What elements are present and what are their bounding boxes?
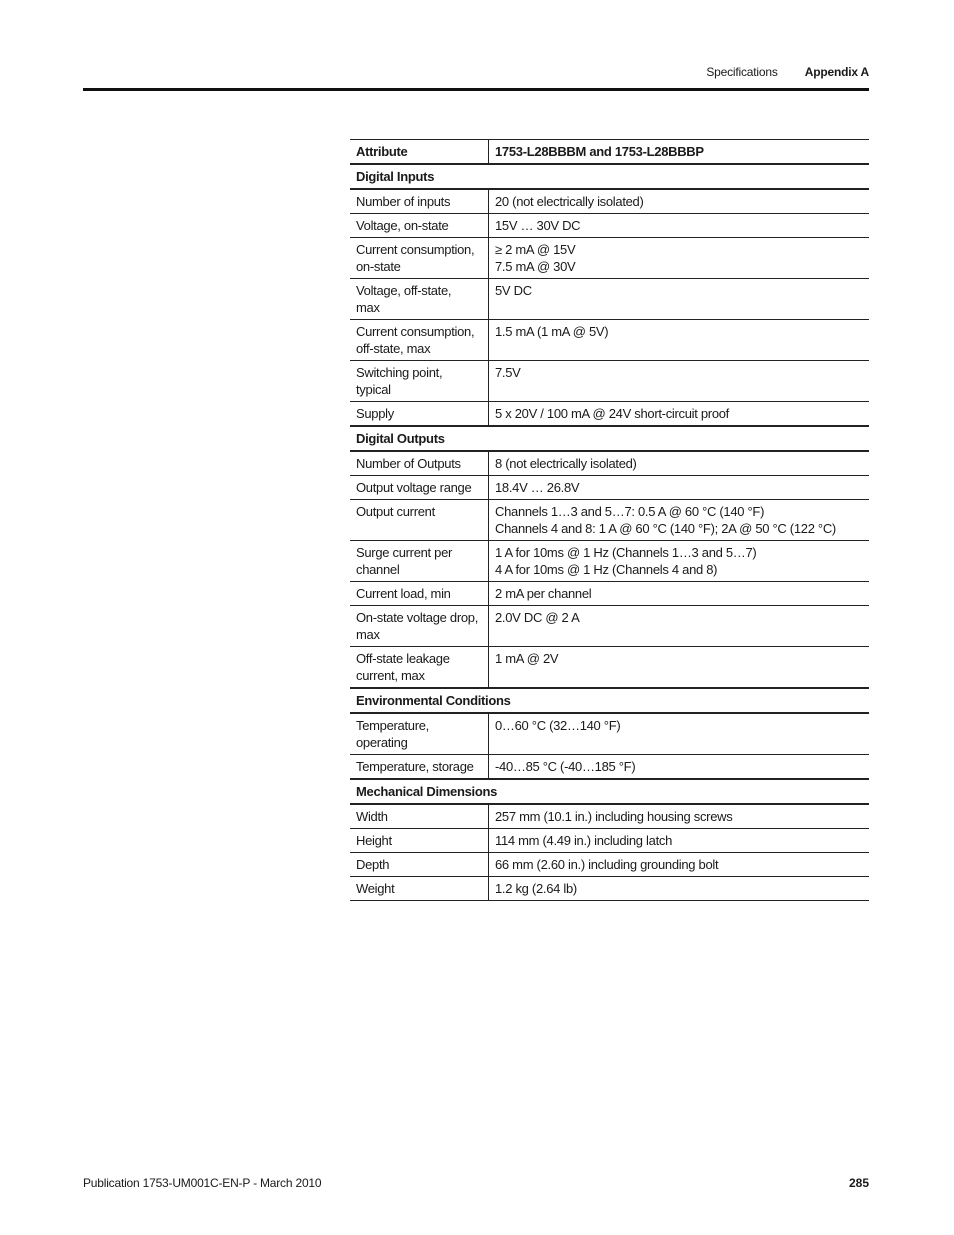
attribute-cell-line: Supply — [356, 406, 394, 421]
value-cell-line: 1 A for 10ms @ 1 Hz (Channels 1…3 and 5…7) — [495, 545, 757, 560]
footer-publication: Publication 1753-UM001C-EN-P - March 2010 — [83, 1176, 322, 1190]
attribute-cell — [350, 804, 489, 829]
table-header-row — [350, 140, 869, 165]
value-cell — [489, 500, 870, 541]
value-cell-line: 1.5 mA (1 mA @ 5V) — [495, 324, 609, 339]
value-cell — [489, 755, 870, 780]
value-cell-line: 7.5V — [495, 365, 521, 380]
attribute-cell-line: Output voltage range — [356, 480, 472, 495]
value-cell — [489, 713, 870, 755]
value-cell-line: 66 mm (2.60 in.) including grounding bolt — [495, 857, 719, 872]
value-cell-line: Channels 1…3 and 5…7: 0.5 A @ 60 °C (140 °F) — [495, 504, 765, 519]
value-cell — [489, 582, 870, 606]
header-rule — [83, 88, 869, 91]
attribute-cell-line: on-state — [356, 259, 401, 274]
table-row — [350, 829, 869, 853]
attribute-cell — [350, 582, 489, 606]
attribute-cell-line: Height — [356, 833, 392, 848]
value-cell — [489, 606, 870, 647]
value-cell — [489, 402, 870, 427]
attribute-cell-line: Number of inputs — [356, 194, 451, 209]
section-title: Environmental Conditions — [350, 688, 869, 713]
attribute-cell — [350, 402, 489, 427]
attribute-cell-line: Off-state leakage — [356, 651, 450, 666]
value-cell — [489, 829, 870, 853]
value-cell-line: 1 mA @ 2V — [495, 651, 559, 666]
attribute-cell — [350, 606, 489, 647]
value-cell-line: 18.4V … 26.8V — [495, 480, 580, 495]
attribute-cell — [350, 713, 489, 755]
table-row — [350, 647, 869, 689]
table-section-row — [350, 779, 869, 804]
page-number: 285 — [848, 1176, 869, 1190]
value-cell — [489, 853, 870, 877]
value-cell-line: 2.0V DC @ 2 A — [495, 610, 580, 625]
table-row — [350, 853, 869, 877]
table-row — [350, 189, 869, 214]
value-cell — [489, 451, 870, 476]
value-cell — [489, 238, 870, 279]
value-cell — [489, 476, 870, 500]
table-row — [350, 500, 869, 541]
table-row — [350, 238, 869, 279]
attribute-cell-line: typical — [356, 382, 391, 397]
attribute-cell-line: off-state, max — [356, 341, 431, 356]
value-cell-line: 15V … 30V DC — [495, 218, 581, 233]
value-cell — [489, 320, 870, 361]
table-row — [350, 451, 869, 476]
attribute-cell-line: Temperature, storage — [356, 759, 474, 774]
column-header-attribute: Attribute — [350, 140, 489, 165]
page-header — [83, 62, 869, 82]
value-cell — [489, 279, 870, 320]
table-row — [350, 361, 869, 402]
attribute-cell-line: max — [356, 627, 380, 642]
attribute-cell-line: Width — [356, 809, 388, 824]
value-cell-line: 0…60 °C (32…140 °F) — [495, 718, 621, 733]
attribute-cell — [350, 361, 489, 402]
table-section-row — [350, 688, 869, 713]
attribute-cell — [350, 279, 489, 320]
attribute-cell — [350, 238, 489, 279]
attribute-cell — [350, 189, 489, 214]
attribute-cell-line: Voltage, off-state, — [356, 283, 452, 298]
attribute-cell-line: max — [356, 300, 380, 315]
table-row — [350, 582, 869, 606]
table-row — [350, 713, 869, 755]
attribute-cell-line: Temperature, — [356, 718, 429, 733]
attribute-cell-line: current, max — [356, 668, 425, 683]
value-cell — [489, 541, 870, 582]
header-appendix: Appendix A — [804, 65, 869, 79]
attribute-cell-line: Voltage, on-state — [356, 218, 449, 233]
attribute-cell-line: Current load, min — [356, 586, 451, 601]
section-title: Digital Outputs — [350, 426, 869, 451]
attribute-cell — [350, 755, 489, 780]
attribute-cell — [350, 877, 489, 901]
table-row — [350, 606, 869, 647]
specifications-table — [350, 139, 869, 901]
section-title: Digital Inputs — [350, 164, 869, 189]
table-row — [350, 541, 869, 582]
attribute-cell-line: Output current — [356, 504, 435, 519]
attribute-cell — [350, 476, 489, 500]
attribute-cell-line: Current consumption, — [356, 242, 475, 257]
attribute-cell — [350, 214, 489, 238]
attribute-cell-line: On-state voltage drop, — [356, 610, 479, 625]
value-cell-line: 2 mA per channel — [495, 586, 592, 601]
table-section-row — [350, 164, 869, 189]
table-row — [350, 877, 869, 901]
table-row — [350, 476, 869, 500]
value-cell-line: 114 mm (4.49 in.) including latch — [495, 833, 673, 848]
value-cell-line: 20 (not electrically isolated) — [495, 194, 644, 209]
value-cell-line: 257 mm (10.1 in.) including housing screws — [495, 809, 733, 824]
header-section: Specifications — [706, 65, 778, 79]
attribute-cell-line: channel — [356, 562, 400, 577]
attribute-cell — [350, 541, 489, 582]
value-cell-line: 1.2 kg (2.64 lb) — [495, 881, 577, 896]
attribute-cell-line: operating — [356, 735, 408, 750]
table-row — [350, 402, 869, 427]
attribute-cell — [350, 500, 489, 541]
attribute-cell-line: Switching point, — [356, 365, 443, 380]
value-cell-line: ≥ 2 mA @ 15V — [495, 242, 576, 257]
column-header-model: 1753-L28BBBM and 1753-L28BBBP — [489, 140, 870, 165]
value-cell-line: 5V DC — [495, 283, 532, 298]
attribute-cell — [350, 853, 489, 877]
value-cell — [489, 361, 870, 402]
attribute-cell-line: Depth — [356, 857, 390, 872]
value-cell-line: 4 A for 10ms @ 1 Hz (Channels 4 and 8) — [495, 562, 718, 577]
value-cell — [489, 877, 870, 901]
attribute-cell — [350, 451, 489, 476]
value-cell-line: 5 x 20V / 100 mA @ 24V short-circuit proof — [495, 406, 729, 421]
section-title: Mechanical Dimensions — [350, 779, 869, 804]
table-row — [350, 755, 869, 780]
table-row — [350, 804, 869, 829]
value-cell — [489, 647, 870, 689]
attribute-cell — [350, 647, 489, 689]
value-cell-line: 7.5 mA @ 30V — [495, 259, 576, 274]
table-row — [350, 214, 869, 238]
attribute-cell-line: Current consumption, — [356, 324, 475, 339]
attribute-cell — [350, 829, 489, 853]
attribute-cell — [350, 320, 489, 361]
value-cell-line: Channels 4 and 8: 1 A @ 60 °C (140 °F); 2A @ 50 °C (122 °C) — [495, 521, 836, 536]
attribute-cell-line: Number of Outputs — [356, 456, 461, 471]
value-cell-line: 8 (not electrically isolated) — [495, 456, 637, 471]
table-section-row — [350, 426, 869, 451]
value-cell — [489, 214, 870, 238]
table-row — [350, 320, 869, 361]
attribute-cell-line: Weight — [356, 881, 395, 896]
value-cell — [489, 189, 870, 214]
attribute-cell-line: Surge current per — [356, 545, 453, 560]
value-cell — [489, 804, 870, 829]
table-row — [350, 279, 869, 320]
value-cell-line: -40…85 °C (-40…185 °F) — [495, 759, 636, 774]
